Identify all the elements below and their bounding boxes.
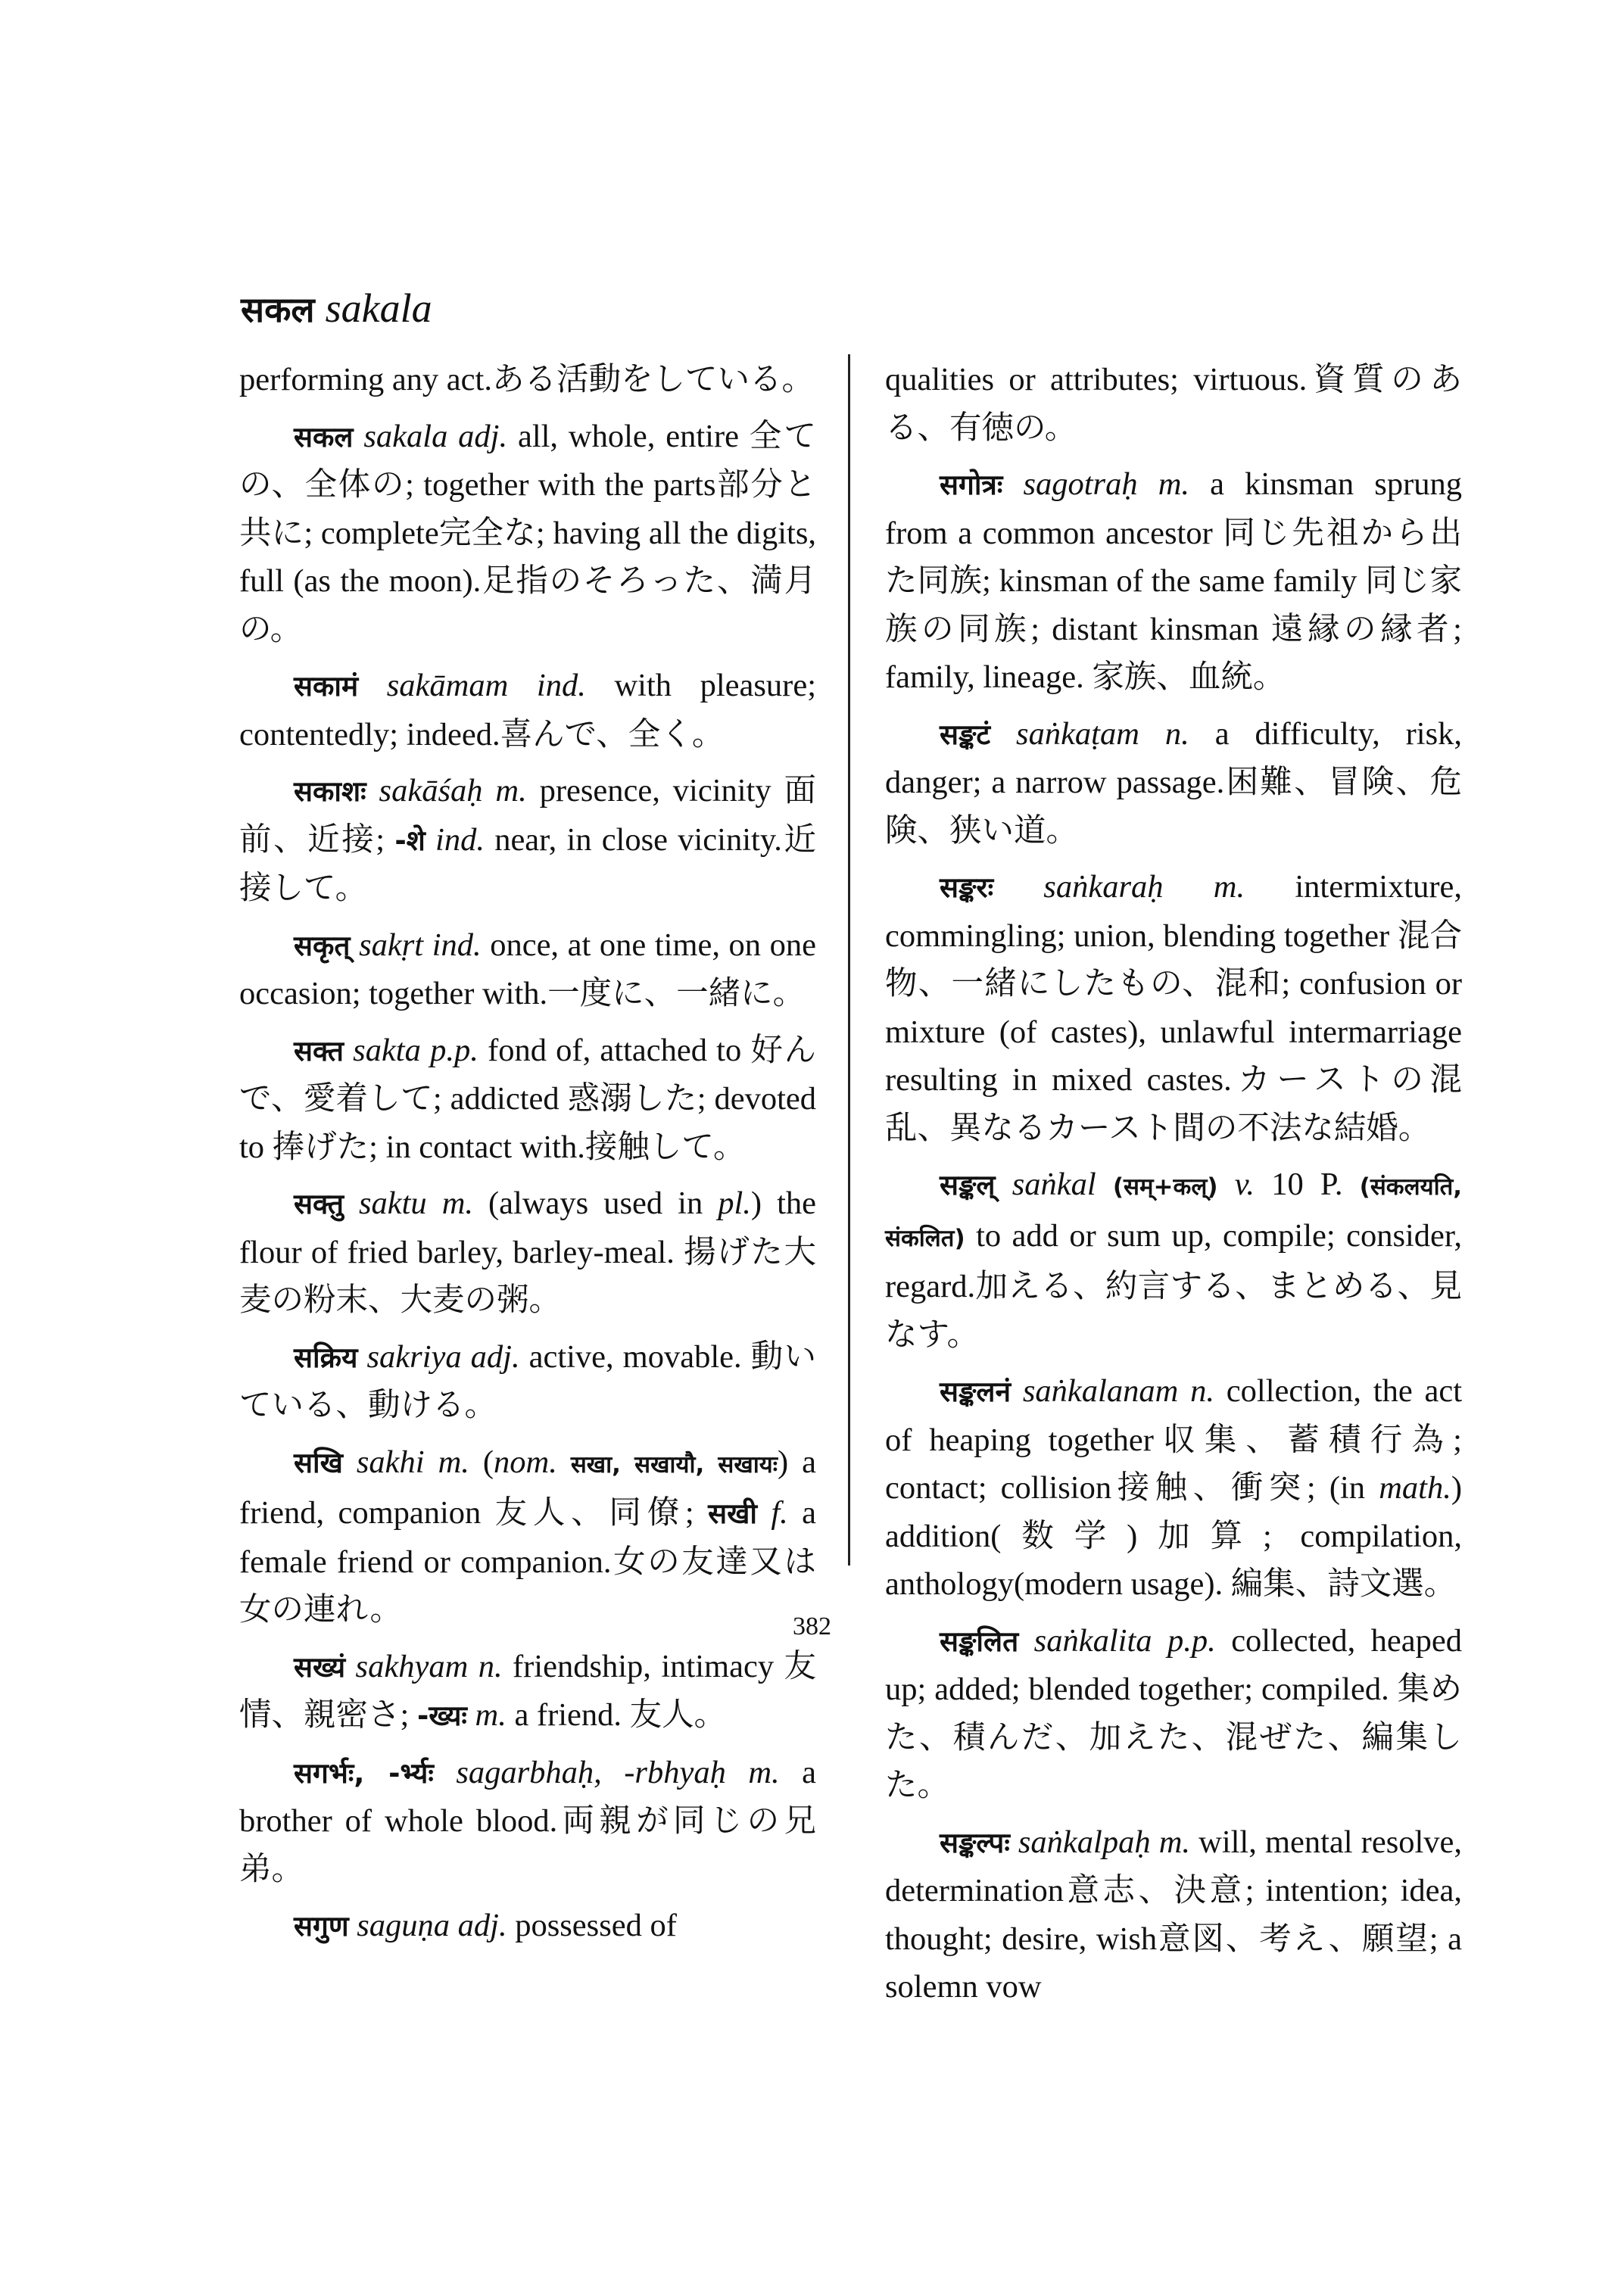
entry-transliteration: saguṇa bbox=[357, 1908, 450, 1943]
entry-definition: active, movable. 動いている、動ける。 bbox=[239, 1338, 817, 1423]
entry-headword: सङ्कल्पः bbox=[940, 1826, 1010, 1859]
entry-field-label: math. bbox=[1379, 1470, 1451, 1506]
dictionary-entry bbox=[885, 1818, 1462, 2011]
entry-headword: सङ्कल् bbox=[940, 1169, 996, 1201]
entry-headword: सगोत्रः bbox=[940, 469, 1003, 501]
entry-headword: सकाशः bbox=[294, 775, 366, 808]
entry-part-of-speech: n. bbox=[1190, 1373, 1214, 1409]
entry-headword: सक्तु bbox=[294, 1188, 344, 1220]
entry-transliteration: sakhyam bbox=[355, 1648, 469, 1684]
page-header bbox=[241, 282, 432, 336]
entry-transliteration: sakhi bbox=[356, 1444, 425, 1480]
entry-transliteration: sakala bbox=[363, 418, 448, 454]
entry-headword: सक्रिय bbox=[294, 1341, 358, 1374]
entry-definition-part: collection, the act of heaping together収集、蓄積行為; contact; collision接触、衝突; (in bbox=[885, 1373, 1463, 1506]
entry-part-of-speech: m. bbox=[438, 1444, 469, 1480]
entry-definition: a difficulty, risk, danger; a narrow passage.困難、冒険、危険、狭い道。 bbox=[885, 715, 1463, 849]
entry-definition: with pleasure; contentedly; indeed.喜んで、全く。 bbox=[239, 668, 817, 752]
entry-headword: सकृत् bbox=[294, 929, 351, 962]
entry-verb-forms: (संकलयति, संकलित) bbox=[885, 1173, 1463, 1252]
entry-part-of-speech: ind. bbox=[536, 668, 586, 703]
entry-sub-headword: -ख्यः bbox=[416, 1699, 467, 1732]
entry-part-of-speech: adj. bbox=[458, 418, 508, 454]
dictionary-entry bbox=[885, 460, 1462, 702]
entry-definition: intermixture, commingling; union, blending together 混合物、一緒にしたもの、混和; confusion or mixture (of castes), unlawful intermarriage resulting in mixed castes.カーストの混乱、異なるカースト間の不法な結婚。 bbox=[885, 869, 1463, 1146]
entry-part-of-speech: m. bbox=[1158, 466, 1190, 502]
entry-definition: to add or sum up, compile; consider, regard.加える、約言する、まとめる、見なす。 bbox=[885, 1217, 1463, 1353]
entry-transliteration: saṅkal bbox=[1011, 1167, 1096, 1202]
entry-transliteration: sakṛt bbox=[359, 927, 424, 963]
header-devanagari: सकल bbox=[241, 289, 315, 330]
entry-transliteration: sakāśaḥ bbox=[379, 773, 483, 808]
entry-headword: सङ्कलित bbox=[940, 1625, 1019, 1658]
entry-part-of-speech: m. bbox=[1158, 1824, 1191, 1860]
dictionary-entry bbox=[885, 1617, 1462, 1810]
entry-etymology: (सम्+कल्) bbox=[1112, 1173, 1218, 1201]
entry-headword: सखि bbox=[294, 1446, 343, 1479]
entry-transliteration: saṅkalpaḥ bbox=[1018, 1824, 1151, 1860]
right-column bbox=[885, 356, 1462, 2020]
entry-definition-part: ) the flour of fried barley, barley-meal. 揚げた大麦の粉末、大麦の粥。 bbox=[239, 1185, 816, 1318]
dictionary-entry bbox=[239, 1643, 816, 1740]
page-number: 382 bbox=[793, 1612, 831, 1640]
entry-plural-label: pl. bbox=[718, 1185, 751, 1221]
entry-definition: presence, vicinity 面前、近接; bbox=[239, 773, 817, 858]
column-divider bbox=[848, 354, 850, 1566]
entry-sub-part-of-speech: m. bbox=[475, 1697, 507, 1733]
entry-headword: सङ्कटं bbox=[940, 718, 991, 751]
entry-headword: सगर्भः, -र्भ्यः bbox=[294, 1756, 434, 1790]
entry-sub-part-of-speech: ind. bbox=[435, 821, 485, 858]
entry-sub-definition: a friend. 友人。 bbox=[514, 1697, 727, 1733]
entry-transliteration: sagotraḥ bbox=[1023, 466, 1138, 502]
entry-definition: all, whole, entire 全ての、全体の; together with the parts部分と共に; complete完全な; having all the digits, full (as the moon).足指のそろった、満月の。 bbox=[239, 418, 817, 647]
entry-sub-part-of-speech: f. bbox=[771, 1495, 788, 1531]
dictionary-entry bbox=[239, 1333, 816, 1430]
entry-part-of-speech: p.p. bbox=[430, 1032, 478, 1068]
entry-part-of-speech: ind. bbox=[432, 927, 482, 963]
entry-definition: fond of, attached to 好んで、愛着して; addicted 惑溺した; devoted to 捧げた; in contact with.接触して。 bbox=[239, 1032, 817, 1165]
entry-part-of-speech: m. bbox=[495, 773, 527, 808]
entry-nominative-close: ) bbox=[777, 1444, 789, 1480]
entry-headword: सकामं bbox=[294, 670, 359, 703]
entry-definition-part: (always used in bbox=[488, 1185, 703, 1221]
entry-definition: will, mental resolve, determination意志、決意; intention; idea, thought; desire, wish意図、考え、願望; a solemn vow bbox=[885, 1824, 1463, 2005]
dictionary-entry bbox=[239, 413, 816, 654]
entry-transliteration: saṅkaraḥ bbox=[1043, 869, 1164, 905]
entry-headword: सख्यं bbox=[294, 1650, 346, 1684]
entry-sub-headword: सखी bbox=[708, 1497, 757, 1530]
entry-definition: a brother of whole blood.両親が同じの兄弟。 bbox=[239, 1754, 817, 1887]
entry-verb-class: 10 P. bbox=[1271, 1167, 1343, 1202]
dictionary-entry bbox=[885, 1161, 1462, 1359]
entry-nominative-open: ( bbox=[482, 1444, 494, 1480]
entry-part-of-speech: p.p. bbox=[1167, 1622, 1216, 1659]
dictionary-entry bbox=[239, 921, 816, 1018]
dictionary-entry bbox=[239, 1902, 816, 1951]
entry-headword: सङ्करः bbox=[940, 871, 994, 904]
entry-transliteration: saktu bbox=[358, 1185, 427, 1221]
entry-part-of-speech: n. bbox=[478, 1648, 503, 1684]
continued-entry bbox=[885, 356, 1462, 452]
entry-sub-definition: a female friend or companion.女の友達又は女の連れ。 bbox=[239, 1495, 817, 1628]
entry-part-of-speech: adj. bbox=[457, 1908, 507, 1943]
entry-transliteration: sakta bbox=[353, 1032, 421, 1068]
entry-transliteration: sakriya bbox=[366, 1338, 462, 1375]
entry-nominative-forms: सखा, सखायौ, सखायः bbox=[570, 1450, 778, 1478]
continued-entry bbox=[239, 356, 816, 404]
entry-part-of-speech: v. bbox=[1234, 1167, 1255, 1202]
entry-definition: once, at one time, on one occasion; together with.一度に、一緒に。 bbox=[239, 927, 816, 1011]
dictionary-entry bbox=[239, 1179, 816, 1325]
entry-transliteration: saṅkaṭam bbox=[1016, 715, 1139, 752]
entry-headword: सगुण bbox=[294, 1910, 349, 1943]
entry-part-of-speech: m. bbox=[748, 1754, 780, 1790]
dictionary-entry bbox=[885, 710, 1462, 855]
header-transliteration: sakala bbox=[325, 285, 432, 331]
entry-part-of-speech: m. bbox=[1213, 869, 1245, 905]
dictionary-entry bbox=[239, 1749, 816, 1894]
dictionary-entry bbox=[239, 1438, 816, 1634]
entry-headword: सकल bbox=[294, 420, 354, 453]
entry-nominative-label: nom. bbox=[494, 1444, 557, 1480]
entry-headword: सक्त bbox=[294, 1034, 344, 1067]
dictionary-entry bbox=[239, 662, 816, 759]
continued-text: qualities or attributes; virtuous.資質のある、有徳の。 bbox=[885, 362, 1462, 446]
dictionary-entry bbox=[239, 1027, 816, 1172]
entry-transliteration: sakāmam bbox=[386, 668, 509, 703]
dictionary-entry bbox=[885, 863, 1462, 1152]
entry-definition: possessed of bbox=[515, 1908, 677, 1943]
entry-part-of-speech: n. bbox=[1164, 715, 1189, 752]
entry-sub-headword: -शे bbox=[394, 824, 425, 857]
left-column bbox=[239, 356, 816, 1959]
dictionary-entry bbox=[239, 767, 816, 913]
continued-text: performing any act.ある活動をしている。 bbox=[239, 362, 814, 397]
entry-definition: a kinsman sprung from a common ancestor 同じ先祖から出た同族; kinsman of the same family 同じ家族の同族; distant kinsman 遠縁の縁者; family, lineage. 家族、血統。 bbox=[885, 466, 1463, 695]
entry-definition-part: ) addition(数学)加算; compilation, anthology(modern usage). 編集、詩文選。 bbox=[885, 1470, 1462, 1602]
entry-sub-definition: near, in close vicinity.近接して。 bbox=[239, 821, 817, 906]
entry-transliteration: saṅkalita bbox=[1033, 1622, 1152, 1659]
dictionary-entry bbox=[885, 1367, 1462, 1609]
entry-definition: friendship, intimacy 友情、親密さ; bbox=[239, 1648, 816, 1733]
entry-headword: सङ्कलनं bbox=[940, 1375, 1011, 1408]
entry-transliteration: sagarbhaḥ, -rbhyaḥ bbox=[456, 1754, 726, 1790]
entry-part-of-speech: m. bbox=[441, 1185, 474, 1221]
entry-definition: a friend, companion 友人、同僚; bbox=[239, 1444, 816, 1531]
entry-definition: collected, heaped up; added; blended together; compiled. 集めた、積んだ、加えた、混ぜた、編集した。 bbox=[885, 1622, 1462, 1803]
entry-transliteration: saṅkalanam bbox=[1022, 1373, 1179, 1409]
entry-part-of-speech: adj. bbox=[470, 1338, 520, 1375]
